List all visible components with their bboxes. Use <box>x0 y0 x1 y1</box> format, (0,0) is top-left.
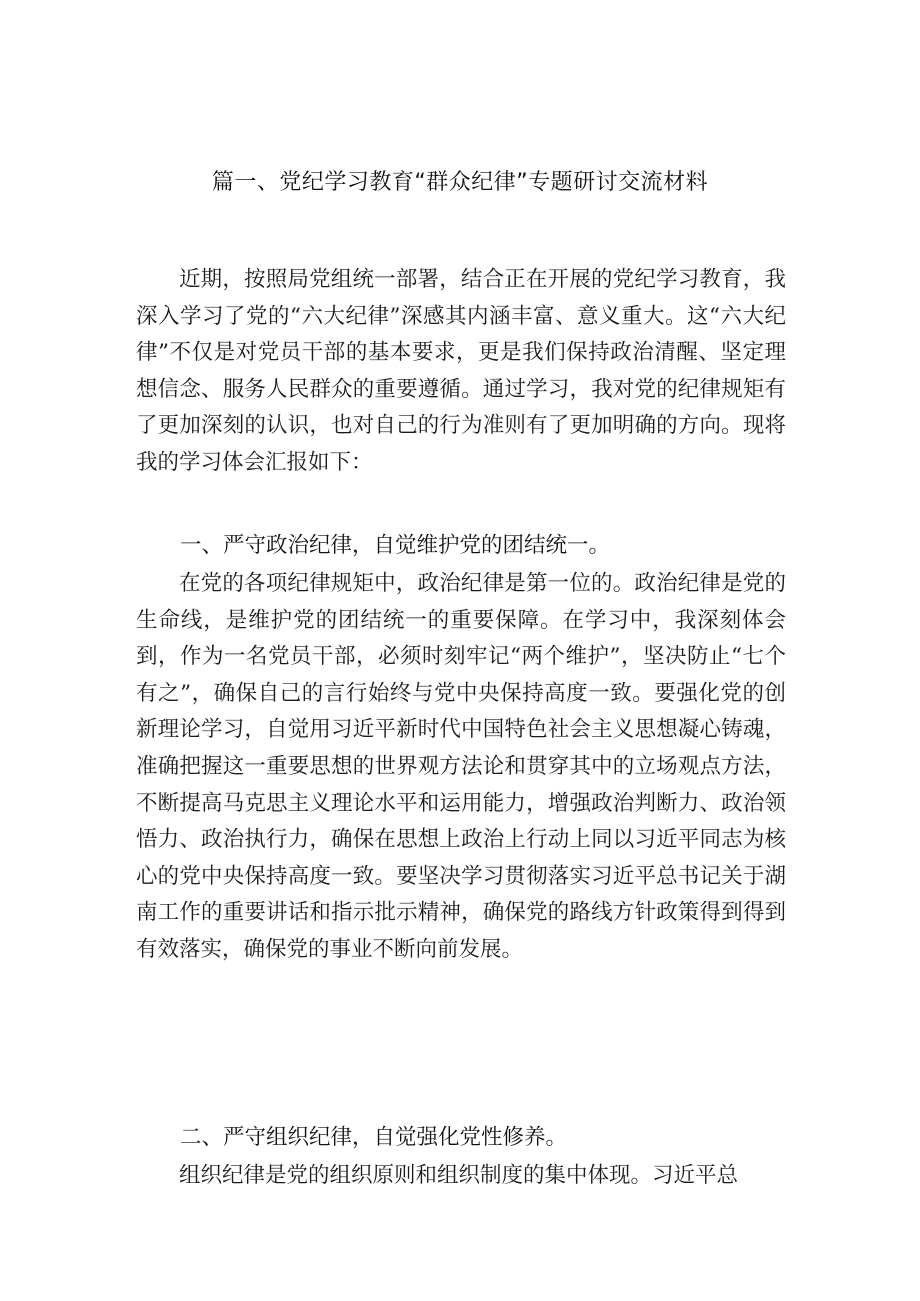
section-paragraph-organizational-discipline: 组织纪律是党的组织原则和组织制度的集中体现。习近平总 <box>179 1163 739 1188</box>
document-title: 篇一、党纪学习教育“群众纪律”专题研讨交流材料 <box>211 170 709 195</box>
section-heading-political-discipline: 一、严守政治纪律，自觉维护党的团结统一。 <box>180 533 611 558</box>
section-paragraph-political-discipline: 在党的各项纪律规矩中，政治纪律是第一位的。政治纪律是党的生命线，是维护党的团结统一的重要保障。在学习中，我深刻体会到，作为一名党员干部，必须时刻牢记“两个维护”，坚决防止“七个有之”，确保自己的言行始终与党中央保持高度一致。要强化党的创新理论学习，自觉用习近平新时代中国特色社会主义思想凝心铸魂，准确把握这一重要思想的世界观方法论和贯穿其中的立场观点方法，不断提高马克思主义理论水平和运用能力，增强政治判断力、政治领悟力、政治执行力，确保在思想上政治上行动上同以习近平同志为核心的党中央保持高度一致。要坚决学习贯彻落实习近平总书记关于湖南工作的重要讲话和指示批示精神，确保党的路线方针政策得到得到有效落实，确保党的事业不断向前发展。 <box>136 571 786 962</box>
section-heading-organizational-discipline: 二、严守组织纪律，自觉强化党性修养。 <box>180 1125 568 1150</box>
intro-paragraph: 近期，按照局党组统一部署，结合正在开展的党纪学习教育，我深入学习了党的“六大纪律”深感其内涵丰富、意义重大。这“六大纪律”不仅是对党员干部的基本要求，更是我们保持政治清醒、坚定理想信念、服务人民群众的重要遵循。通过学习，我对党的纪律规矩有了更加深刻的认识，也对自己的行为准则有了更加明确的方向。现将我的学习体会汇报如下： <box>136 267 786 475</box>
